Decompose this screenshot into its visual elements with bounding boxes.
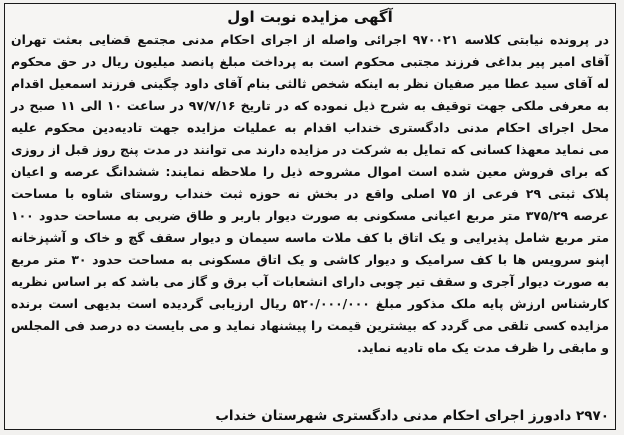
- notice-line: پلاک ثبتی ۲۹ فرعی از ۷۵ اصلی واقع در بخش نه حوزه ثبت خنداب روستای شاوه با مساحت: [11, 186, 609, 201]
- notice-line: اپنو سرویس ها با کف سرامیک و دیوار کاشی و یک اتاق مسکونی به مساحت حدود ۳۰ متر مربع: [11, 252, 609, 267]
- notice-line: آقای امیر پیر بداغی فرزند مجتبی محکوم است به پرداخت مبلغ پانصد میلیون ریال در حق محکوم: [11, 54, 609, 69]
- notice-line: که برای فروش معین شده است اموال مشروحه ذیل را ملاحظه نمایند: ششدانگ عرصه و اعیان: [11, 164, 609, 179]
- notice-signature: ۲۹۷۰ دادورز اجرای احکام مدنی دادگستری شهرستان خنداب: [215, 408, 609, 424]
- notice-line: در پرونده نیابتی کلاسه ۹۷۰۰۲۱ اجرائی واصله از اجرای احکام مدنی مجتمع قضایی بعثت تهران: [11, 32, 610, 47]
- notice-title: آگهی مزایده نوبت اول: [227, 8, 393, 26]
- notice-line: به معرفی ملکی جهت توقیف به شرح ذیل نموده که در تاریخ ۹۷/۷/۱۶ در ساعت ۱۰ الی ۱۱ صبح در: [11, 98, 609, 113]
- notice-line: و مابقی را ظرف مدت یک ماه تادیه نماید.: [356, 340, 609, 355]
- notice-line: له آقای سید عطا میر صفیان نظر به اینکه شخص ثالثی بنام آقای داود چگینی فرزند اسمعیل اقدام: [11, 76, 609, 91]
- notice-line: به صورت دیوار آجری و سقف تیر چوبی دارای انشعابات آب برق و گاز می باشد که بر اساس نظریه: [11, 274, 609, 289]
- notice-line: کارشناس ارزش پایه ملک مذکور مبلغ ۵۲۰/۰۰۰/۰۰۰ ریال ارزیابی گردیده است بدیهی است برنده: [11, 296, 609, 311]
- notice-line: عرصه ۳۷۵/۲۹ متر مربع اعیانی مسکونی به صورت دیوار باربر و طاق ضربی به مساحت حدود ۱۰۰: [11, 208, 609, 223]
- notice-line: محل اجرای احکام مدنی دادگستری خنداب اقدام به عملیات مزایده جهت تادیه‌دین محکوم علیه: [11, 120, 609, 135]
- notice-line: متر مربع شامل پذیرایی و یک اتاق با کف ملات ماسه سیمان و دیوار سقف گچ و خاک و آشپزخانه: [11, 230, 609, 245]
- notice-line: مزایده کسی تلقی می گردد که بیشترین قیمت را پیشنهاد نماید و می بایست ده درصد فی المجلس: [11, 318, 609, 333]
- notice-body: [11, 29, 609, 359]
- notice-line: می نماید معهذا کسانی که تمایل به شرکت در مزایده دارند می توانند در مدت پنج روز قبل از روزی: [11, 142, 609, 157]
- legal-notice: [4, 3, 616, 430]
